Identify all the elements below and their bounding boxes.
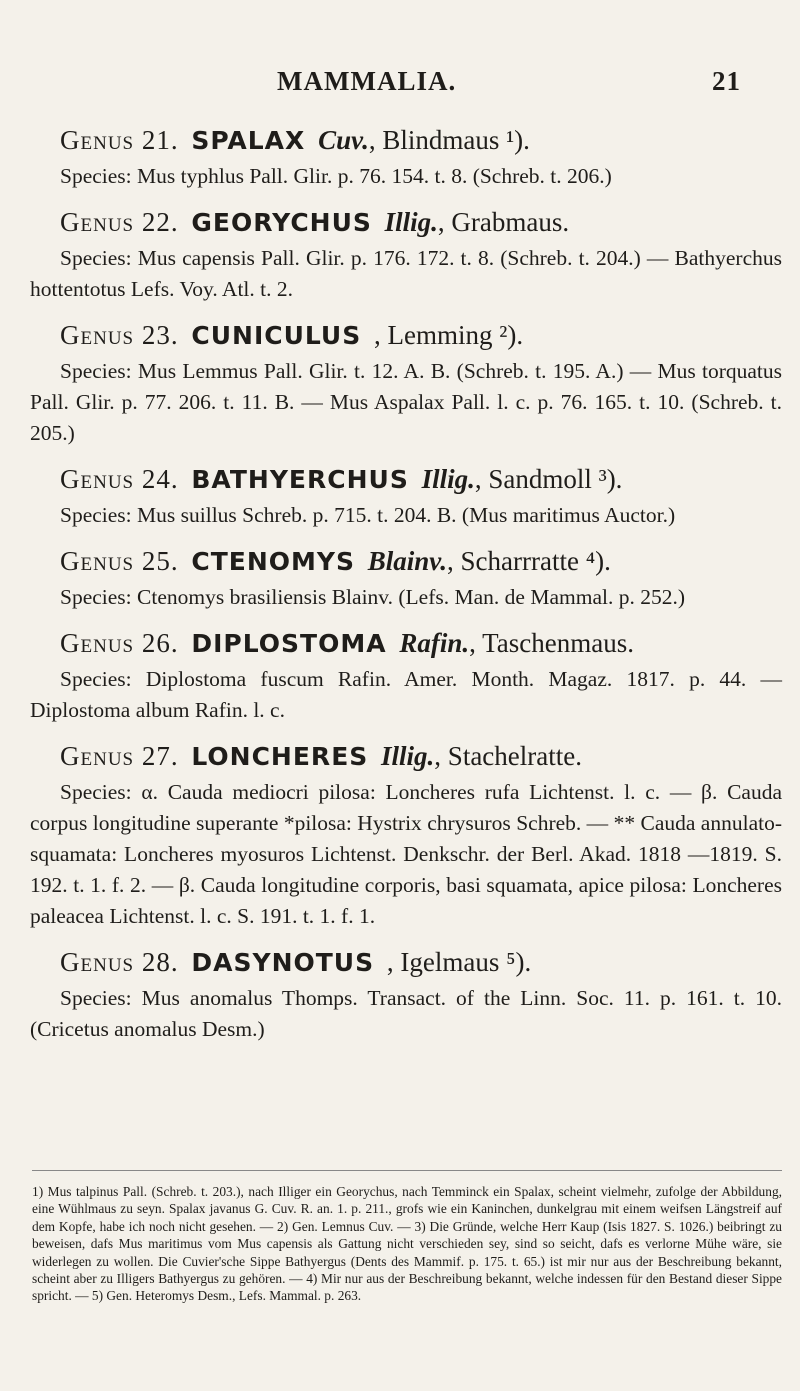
genus-list (30, 120, 782, 1055)
genus-author: Cuv. (318, 125, 369, 155)
page-number: 21 (712, 66, 741, 96)
genus-author: Illig. (384, 207, 438, 237)
species-text: Species: Mus typhlus Pall. Glir. p. 76. 154. t. 8. (Schreb. t. 206.) (60, 164, 612, 188)
species-text: Species: Mus anomalus Thomps. Transact. of the Linn. Soc. 11. p. 161. t. 10. (Cricetus anomalus Desm.) (30, 986, 782, 1041)
genus-name: LONCHERES (191, 742, 369, 771)
genus-name: SPALAX (191, 126, 306, 155)
genus-number: Genus 24. (60, 464, 179, 494)
genus-author: Illig. (421, 464, 475, 494)
genus-number: Genus 28. (60, 947, 179, 977)
genus-heading (60, 623, 782, 664)
genus-author: Illig. (381, 741, 435, 771)
running-title: MAMMALIA. (277, 66, 457, 96)
genus-entry (30, 459, 782, 531)
genus-heading (60, 120, 782, 161)
genus-entry (30, 315, 782, 449)
genus-entry (30, 541, 782, 613)
genus-heading (60, 736, 782, 777)
genus-name: DASYNOTUS (191, 948, 375, 977)
species-text: Species: α. Cauda mediocri pilosa: Loncheres rufa Lichtenst. l. c. — β. Cauda corpus longitudine superante *pilosa: Hystrix chrysuros Schreb. — ** Cauda annulato-squamata: Loncheres myosuros Lichtenst. Denkschr. der Berl. Akad. 1818 —1819. S. 192. t. 1. f. 2. — β. Cauda longitudine corporis, basi squamata, apice pilosa: Loncheres paleacea Lichtenst. l. c. S. 191. t. 1. f. 1. (30, 780, 782, 928)
footnotes (32, 1170, 782, 1305)
genus-heading (60, 459, 782, 500)
genus-common-name: , Lemming ²). (374, 320, 524, 350)
genus-entry (30, 623, 782, 726)
genus-author: Blainv. (367, 546, 448, 576)
genus-common-name: , Igelmaus ⁵). (386, 947, 532, 977)
genus-entry (30, 942, 782, 1045)
genus-heading (60, 942, 782, 983)
genus-common-name: , Taschenmaus. (469, 628, 634, 658)
genus-name: DIPLOSTOMA (191, 629, 387, 658)
genus-author: Rafin. (399, 628, 470, 658)
genus-common-name: , Scharrratte ⁴). (447, 546, 611, 576)
genus-name: CTENOMYS (191, 547, 356, 576)
genus-heading (60, 315, 782, 356)
species-text: Species: Mus Lemmus Pall. Glir. t. 12. A. B. (Schreb. t. 195. A.) — Mus torquatus Pall. Glir. p. 77. 206. t. 11. B. — Mus Aspalax Pall. l. c. p. 76. 165. t. 10. (Schreb. t. 205.) (30, 359, 782, 445)
species-text: Species: Mus suillus Schreb. p. 715. t. 204. B. (Mus maritimus Auctor.) (60, 503, 676, 527)
genus-common-name: , Grabmaus. (437, 207, 570, 237)
species-text: Species: Mus capensis Pall. Glir. p. 176. 172. t. 8. (Schreb. t. 204.) — Bathyerchus hottentotus Lefs. Voy. Atl. t. 2. (30, 246, 782, 301)
genus-entry (30, 202, 782, 305)
genus-name: CUNICULUS (191, 321, 362, 350)
species-text: Species: Ctenomys brasiliensis Blainv. (Lefs. Man. de Mammal. p. 252.) (60, 585, 685, 609)
genus-entry (30, 120, 782, 192)
species-text: Species: Diplostoma fuscum Rafin. Amer. Month. Magaz. 1817. p. 44. — Diplostoma album Rafin. l. c. (30, 667, 782, 722)
genus-number: Genus 27. (60, 741, 179, 771)
genus-name: GEORYCHUS (191, 208, 372, 237)
genus-heading (60, 541, 782, 582)
genus-number: Genus 23. (60, 320, 179, 350)
running-header (0, 66, 800, 100)
genus-number: Genus 21. (60, 125, 179, 155)
genus-name: BATHYERCHUS (191, 465, 409, 494)
genus-common-name: , Sandmoll ³). (474, 464, 623, 494)
genus-heading (60, 202, 782, 243)
genus-number: Genus 22. (60, 207, 179, 237)
genus-entry (30, 736, 782, 932)
footnote-text: 1) Mus talpinus Pall. (Schreb. t. 203.), nach Illiger ein Georychus, nach Temminck ein Spalax, scheint vielmehr, zufolge der Abbildung, eine Wühlmaus zu seyn. Spalax javanus G. Cuv. R. an. 1. p. 211., grofs wie ein Kaninchen, dunkelgrau mit einem weifsen Längstreif auf dem Kopfe, habe ich noch nicht gesehen. — 2) Gen. Lemnus Cuv. — 3) Die Gründe, welche Herr Kaup (Isis 1827. S. 1026.) beibringt zu beweisen, dafs Mus maritimus vom Mus capensis als Gattung nicht verschieden sey, sind so seicht, dafs es verlorne Mühe wäre, sie widerlegen zu wollen. Die Cuvier'sche Sippe Bathyergus (Dents des Mammif. p. 175. t. 65.) ist mir nur aus der Beschreibung bekannt, scheint aber zu Illigers Bathyergus zu gehören. — 4) Mir nur aus der Beschreibung bekannt, welche indessen für den Bestand dieser Sippe spricht. — 5) Gen. Heteromys Desm., Lefs. Mammal. p. 263. (32, 1184, 782, 1304)
genus-common-name: , Stachelratte. (434, 741, 582, 771)
genus-number: Genus 26. (60, 628, 179, 658)
genus-common-name: , Blindmaus ¹). (368, 125, 530, 155)
genus-number: Genus 25. (60, 546, 179, 576)
